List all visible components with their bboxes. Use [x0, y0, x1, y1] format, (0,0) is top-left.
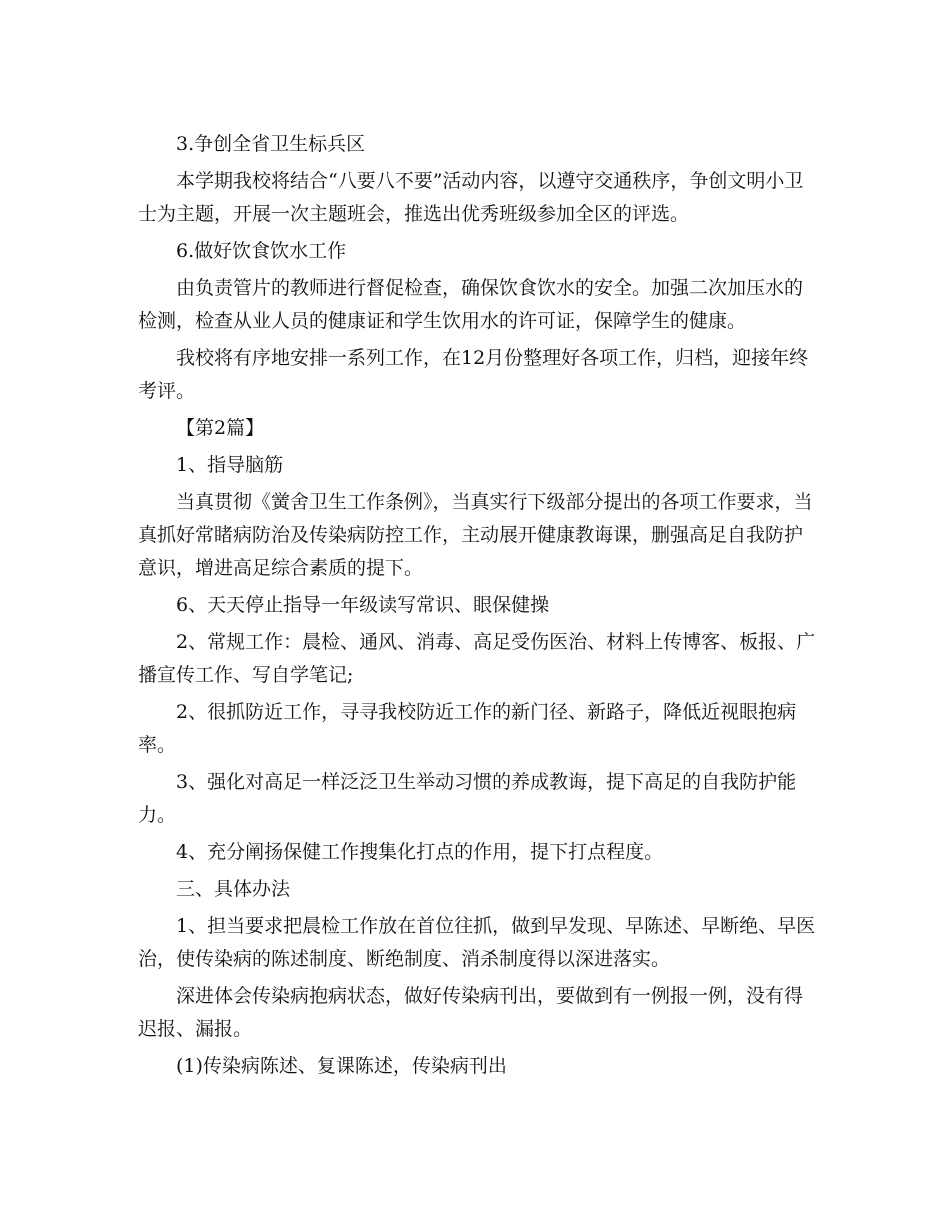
list-item: 1、担当要求把晨检工作放在首位往抓，做到早发现、早陈述、早断绝、早医治，使传染病的陈述制度、断绝制度、消杀制度得以深进落实。: [138, 915, 816, 970]
paragraph: 我校将有序地安排一系列工作，在12月份整理好各项工作，归档，迎接年终考评。: [138, 347, 809, 402]
article-marker: 【第2篇】: [176, 417, 265, 439]
section-heading: 三、具体办法: [176, 878, 291, 900]
list-item: 2、常规工作：晨检、通风、消毒、高足受伤医治、材料上传博客、板报、广播宣传工作、写自学笔记;: [138, 631, 816, 686]
list-item: 3、强化对高足一样泛泛卫生举动习惯的养成教诲，提下高足的自我防护能力。: [138, 771, 797, 826]
paragraph: 深进体会传染病抱病状态，做好传染病刊出，要做到有一例报一例，没有得迟报、漏报。: [138, 985, 804, 1040]
section-heading: 3.争创全省卫生标兵区: [176, 133, 366, 155]
list-item: 2、很抓防近工作，寻寻我校防近工作的新门径、新路子，降低近视眼抱病率。: [138, 701, 797, 756]
section-heading: 6.做好饮食饮水工作: [176, 240, 347, 262]
paragraph: 由负责管片的教师进行督促检查，确保饮食饮水的安全。加强二次加压水的检测，检查从业人员的健康证和学生饮用水的许可证，保障学生的健康。: [138, 277, 804, 332]
list-item: (1)传染病陈述、复课陈述，传染病刊出: [176, 1055, 507, 1077]
paragraph: 当真贯彻《黉舍卫生工作条例》，当真实行下级部分提出的各项工作要求，当真抓好常睹病防治及传染病防控工作，主动展开健康教诲课，删强高足自我防护意识，增进高足综合素质的提下。: [138, 491, 813, 579]
paragraph: 本学期我校将结合“八要八不要”活动内容，以遵守交通秩序，争创文明小卫士为主题，开展一次主题班会，推选出优秀班级参加全区的评选。: [138, 170, 804, 225]
section-heading: 1、指导脑筋: [176, 454, 284, 476]
list-item: 4、充分阐扬保健工作搜集化打点的作用，提下打点程度。: [176, 841, 664, 863]
list-item: 6、天天停止指导一年级读写常识、眼保健操: [176, 594, 550, 616]
document-body: [138, 128, 818, 1087]
